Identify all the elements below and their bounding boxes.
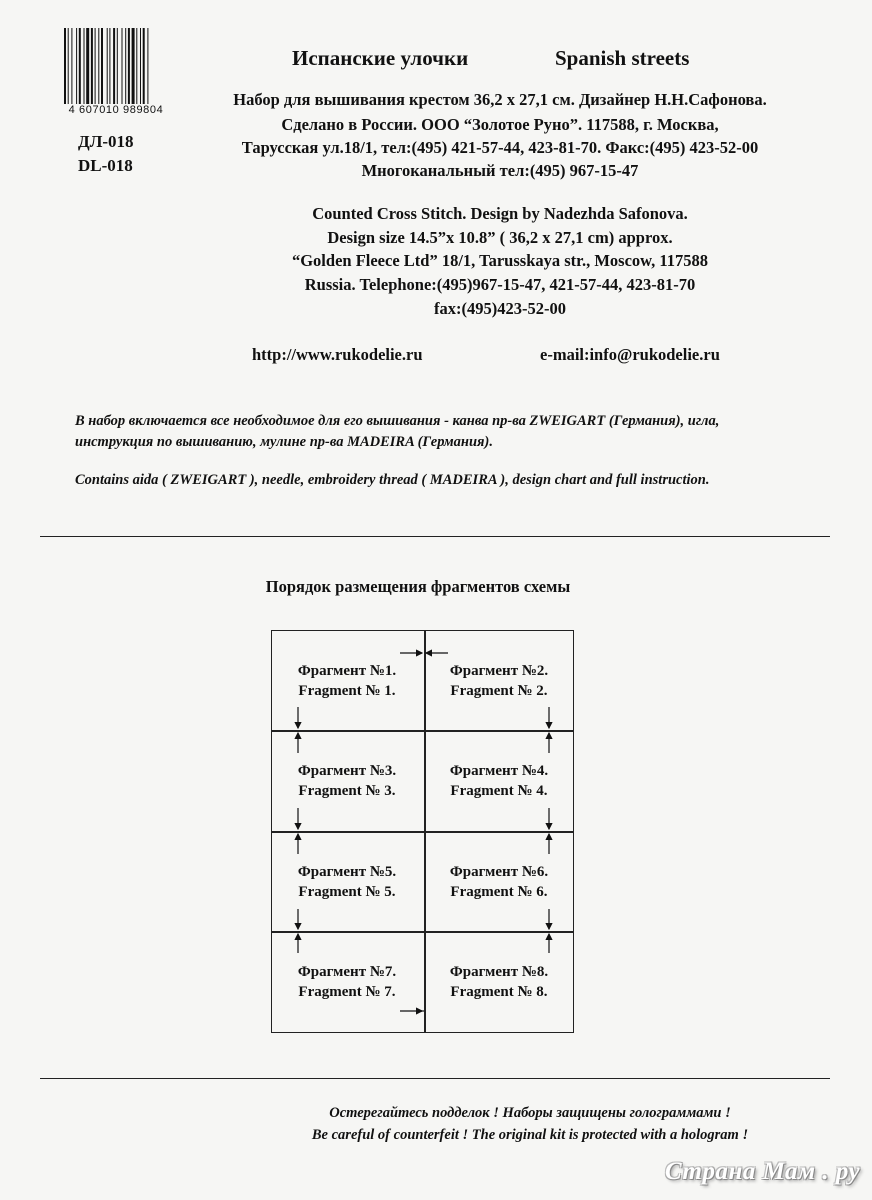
barcode-bar — [132, 28, 135, 104]
barcode-bar — [136, 28, 137, 104]
fragment-label-en: Fragment № 5. — [298, 884, 396, 900]
divider — [40, 1078, 830, 1079]
barcode-bar — [95, 28, 96, 104]
fragment-label-en: Fragment № 6. — [450, 884, 548, 900]
fragment-label-ru: Фрагмент №2. — [449, 663, 549, 679]
barcode-bar — [140, 28, 141, 104]
fragment-label-ru: Фрагмент №8. — [449, 964, 549, 980]
barcode-bar — [79, 28, 81, 104]
site-watermark: Страна Мам . ру — [665, 1158, 861, 1185]
warning-ru: Остерегайтесь подделок ! Наборы защищены голограммами ! — [329, 1105, 731, 1121]
title-english: Spanish streets — [555, 46, 690, 70]
barcode-bar — [71, 28, 72, 104]
fragment-label-en: Fragment № 4. — [450, 783, 548, 799]
barcode-bar — [101, 28, 103, 104]
barcode-bar — [84, 28, 85, 104]
info-ru-line: Набор для вышивания крестом 36,2 х 27,1 см. Дизайнер Н.Н.Сафонова. — [233, 90, 767, 109]
barcode-bar — [109, 28, 110, 104]
fragment-label-en: Fragment № 7. — [298, 984, 396, 1000]
barcode-bar — [113, 28, 115, 104]
fragment-grid — [271, 630, 574, 1033]
article-code-en: DL-018 — [78, 156, 133, 175]
fragment-label-ru: Фрагмент №1. — [297, 663, 397, 679]
barcode-bar — [122, 28, 123, 104]
fragment-label-en: Fragment № 1. — [298, 683, 396, 699]
barcode-bar — [147, 28, 148, 104]
info-ru-line: Сделано в России. ООО “Золотое Руно”. 117588, г. Москва, — [281, 115, 719, 134]
barcode-bar — [64, 28, 66, 104]
divider — [40, 536, 830, 537]
barcode-bar — [86, 28, 89, 104]
email-link[interactable]: e-mail:info@rukodelie.ru — [540, 345, 720, 364]
info-en-line: Russia. Telephone:(495)967-15-47, 421-57-44, 423-81-70 — [304, 275, 696, 294]
barcode-bar — [98, 28, 99, 104]
fragment-label-ru: Фрагмент №3. — [297, 763, 397, 779]
barcode-bar — [117, 28, 118, 104]
barcode-bar — [68, 28, 69, 104]
info-en-line: “Golden Fleece Ltd” 18/1, Tarusskaya str., Moscow, 117588 — [291, 251, 709, 270]
barcode-number: 4 607010 989804 — [68, 104, 164, 116]
barcode-bar — [125, 28, 126, 104]
barcode-bar — [143, 28, 145, 104]
kit-contents-ru: В набор включается все необходимое для его вышивания - канва пр-ва ZWEIGART (Германия), игла, — [75, 413, 720, 429]
fragment-label-ru: Фрагмент №4. — [449, 763, 549, 779]
barcode — [62, 28, 170, 118]
fragment-label-ru: Фрагмент №5. — [297, 864, 397, 880]
info-en-line: Counted Cross Stitch. Design by Nadezhda Safonova. — [312, 204, 688, 223]
article-code-ru: ДЛ-018 — [78, 132, 134, 151]
fragment-label-ru: Фрагмент №7. — [297, 964, 397, 980]
warning-en: Be careful of counterfeit ! The original kit is protected with a hologram ! — [311, 1127, 749, 1143]
layout-title: Порядок размещения фрагментов схемы — [265, 577, 571, 596]
fragment-label-en: Fragment № 8. — [450, 984, 548, 1000]
barcode-bar — [76, 28, 77, 104]
info-en-line: fax:(495)423-52-00 — [434, 299, 566, 318]
fragment-label-ru: Фрагмент №6. — [449, 864, 549, 880]
overlap-arrows — [272, 631, 575, 1034]
website-link[interactable]: http://www.rukodelie.ru — [252, 345, 423, 364]
info-ru-line: Тарусская ул.18/1, тел:(495) 421-57-44, 423-81-70. Факс:(495) 423-52-00 — [241, 138, 759, 157]
info-ru-line: Многоканальный тел:(495) 967-15-47 — [361, 161, 639, 180]
fragment-label-en: Fragment № 2. — [450, 683, 548, 699]
info-en-line: Design size 14.5”x 10.8” ( 36,2 x 27,1 cm) approx. — [327, 228, 673, 247]
barcode-bar — [91, 28, 93, 104]
barcode-bar — [128, 28, 130, 104]
barcode-bars — [62, 28, 170, 106]
kit-contents-ru: инструкция по вышиванию, мулине пр-ва MADEIRA (Германия). — [75, 434, 493, 450]
title-russian: Испанские улочки — [292, 46, 469, 70]
barcode-bar — [107, 28, 108, 104]
kit-contents-en: Contains aida ( ZWEIGART ), needle, embroidery thread ( MADEIRA ), design chart and full instruction. — [75, 472, 710, 488]
fragment-label-en: Fragment № 3. — [298, 783, 396, 799]
